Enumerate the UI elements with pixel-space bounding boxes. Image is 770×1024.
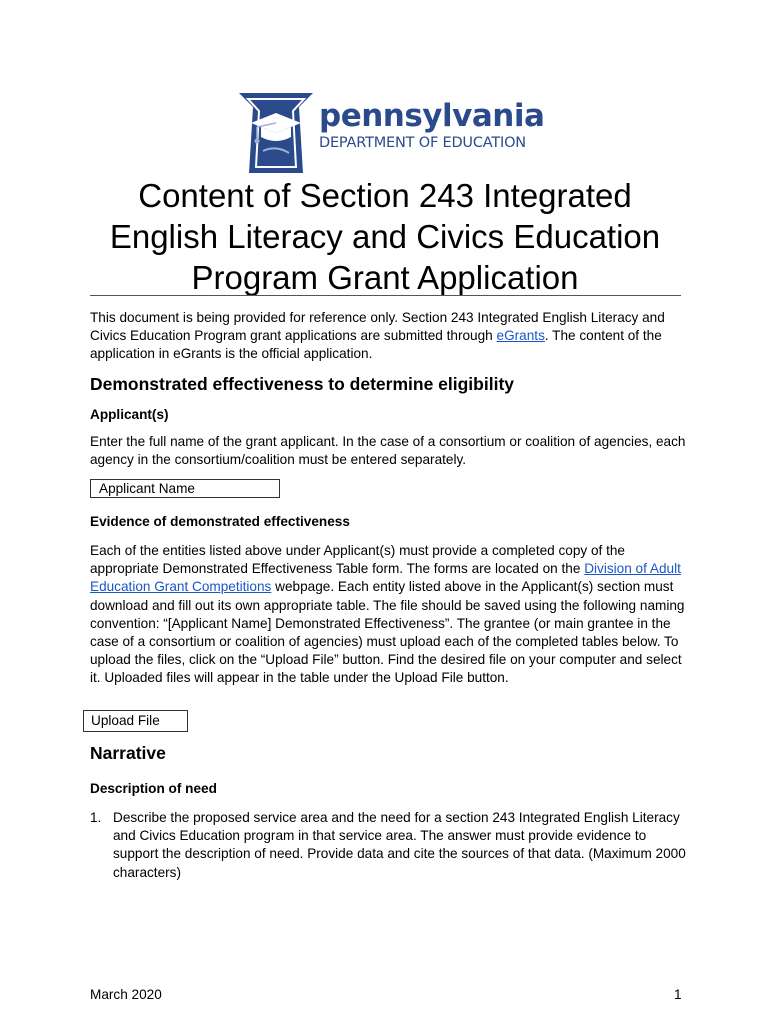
list-item-text: Describe the proposed service area and the need for a section 243 Integrated English Literacy and Civics Education program in that service area. The answer must provide evidence to support the description of need. Provide data and cite the sources of that data. (Maximum 2000 characters) [113, 810, 686, 880]
title-line-3: Program Grant Application [191, 259, 579, 296]
section-heading-eligibility: Demonstrated effectiveness to determine eligibility [90, 374, 515, 394]
section-heading-narrative: Narrative [90, 743, 166, 763]
page-number: 1 [674, 987, 682, 1002]
logo-subtitle: DEPARTMENT OF EDUCATION [319, 135, 526, 151]
grant-competitions-link[interactable]: Division of Adult Education Grant Competitions [90, 561, 681, 595]
title-line-2: English Literacy and Civics Education [109, 218, 661, 255]
applicant-name-field[interactable]: Applicant Name [90, 479, 280, 498]
logo-wordmark: pennsylvania [319, 98, 545, 134]
list-item-number: 1. [90, 810, 102, 825]
list-item [90, 809, 686, 882]
footer-date: March 2020 [90, 987, 162, 1002]
egrants-link[interactable]: eGrants [496, 328, 545, 344]
title-line-1: Content of Section 243 Integrated [138, 177, 632, 214]
intro-text-start: This document is being provided for reference only. Section 243 Integrated English Literacy and Civics Education Program grant applications are submitted through [90, 310, 665, 344]
evidence-text-start: Each of the entities listed above under Applicant(s) must provide a completed copy of the appropriate Demonstrated Effectiveness Table form. The forms are located on the [90, 543, 625, 577]
evidence-heading: Evidence of demonstrated effectiveness [90, 514, 350, 529]
pde-logo [239, 93, 545, 173]
intro-text-end: . The content of the application in eGrants is the official application. [90, 328, 662, 362]
evidence-text-end: webpage. Each entity listed above in the Applicant(s) section must download and fill out its own appropriate table. The file should be saved using the following naming convention: “[Applicant Name] Demonstrated Effectiveness”. The grantee (or main grantee in the case of a consortium or coalition of agencies) must upload each of the completed tables below. To upload the files, click on the “Upload File” button. Find the desired file on your computer and select it. Uploaded files will appear in the table under the Upload File button. [90, 579, 685, 686]
title-divider [90, 295, 681, 296]
evidence-instructions [90, 542, 686, 688]
applicants-instructions: Enter the full name of the grant applicant. In the case of a consortium or coalition of agencies, each agency in the consortium/coalition must be entered separately. [90, 434, 686, 468]
keystone-graduation-cap-icon [239, 93, 313, 173]
intro-paragraph [90, 309, 686, 364]
upload-file-button[interactable]: Upload File [83, 710, 188, 732]
document-title [60, 175, 710, 298]
need-heading: Description of need [90, 781, 217, 796]
applicants-heading: Applicant(s) [90, 407, 169, 422]
